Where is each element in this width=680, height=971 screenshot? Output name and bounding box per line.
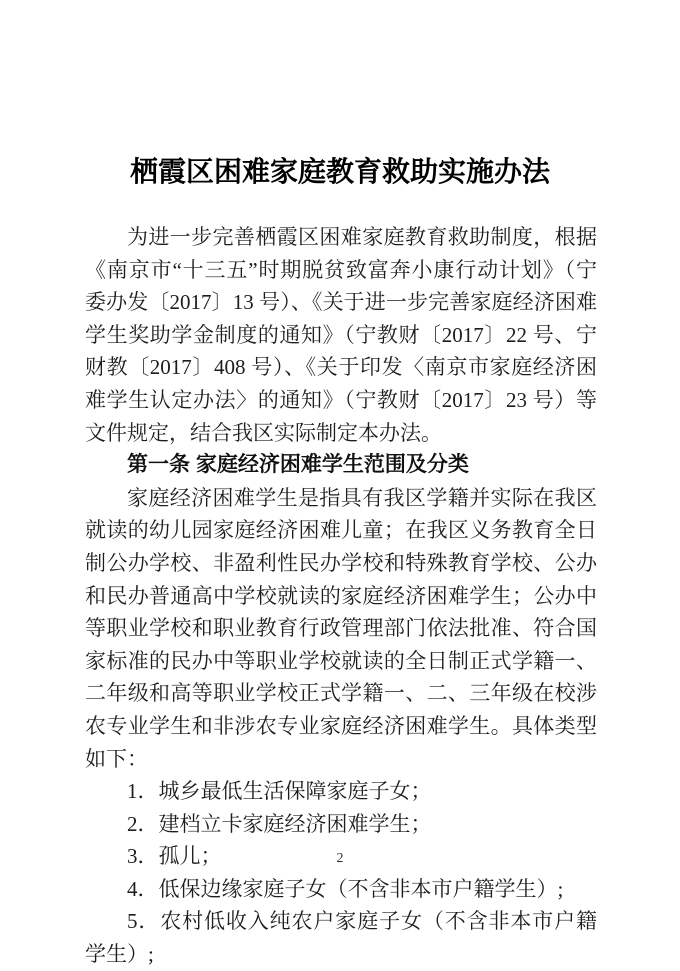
section-heading-article-1: 第一条 家庭经济困难学生范围及分类	[127, 453, 469, 477]
list-item-1: 1．城乡最低生活保障家庭子女；	[127, 779, 432, 804]
document-title: 栖霞区困难家庭教育救助实施办法	[129, 157, 550, 188]
intro-paragraph: 为进一步完善栖霞区困难家庭教育救助制度，根据《南京市“十三五”时期脱贫致富奔小康行动计划》（宁委办发〔2017〕13 号）、《关于进一步完善家庭经济困难学生奖助学金制度的通知》（宁教财〔2017〕22 号、宁财教〔2017〕408 号）、《关于印发〈南京市家庭经济困难学生认定办法〉的通知》（宁教财〔2017〕23 号）等文件规定，结合我区实际制定本办法。	[85, 225, 597, 445]
page-number: 2	[336, 851, 344, 866]
list-item-3: 3．孤儿；	[127, 844, 222, 869]
list-item-5: 5．农村低收入纯农户家庭子女（不含非本市户籍学生）;	[85, 909, 597, 967]
list-item-2: 2．建档立卡家庭经济困难学生；	[127, 811, 432, 836]
list-item-4: 4．低保边缘家庭子女（不含非本市户籍学生）;	[127, 876, 564, 901]
scope-paragraph: 家庭经济困难学生是指具有我区学籍并实际在我区就读的幼儿园家庭经济困难儿童；在我区义务教育全日制公办学校、非盈利性民办学校和特殊教育学校、公办和民办普通高中学校就读的家庭经济困难学生；公办中等职业学校和职业教育行政管理部门依法批准、符合国家标准的民办中等职业学校就读的全日制正式学籍一、二年级和高等职业学校正式学籍一、二、三年级在校涉农专业学生和非涉农专业家庭经济困难学生。具体类型如下：	[85, 485, 597, 771]
